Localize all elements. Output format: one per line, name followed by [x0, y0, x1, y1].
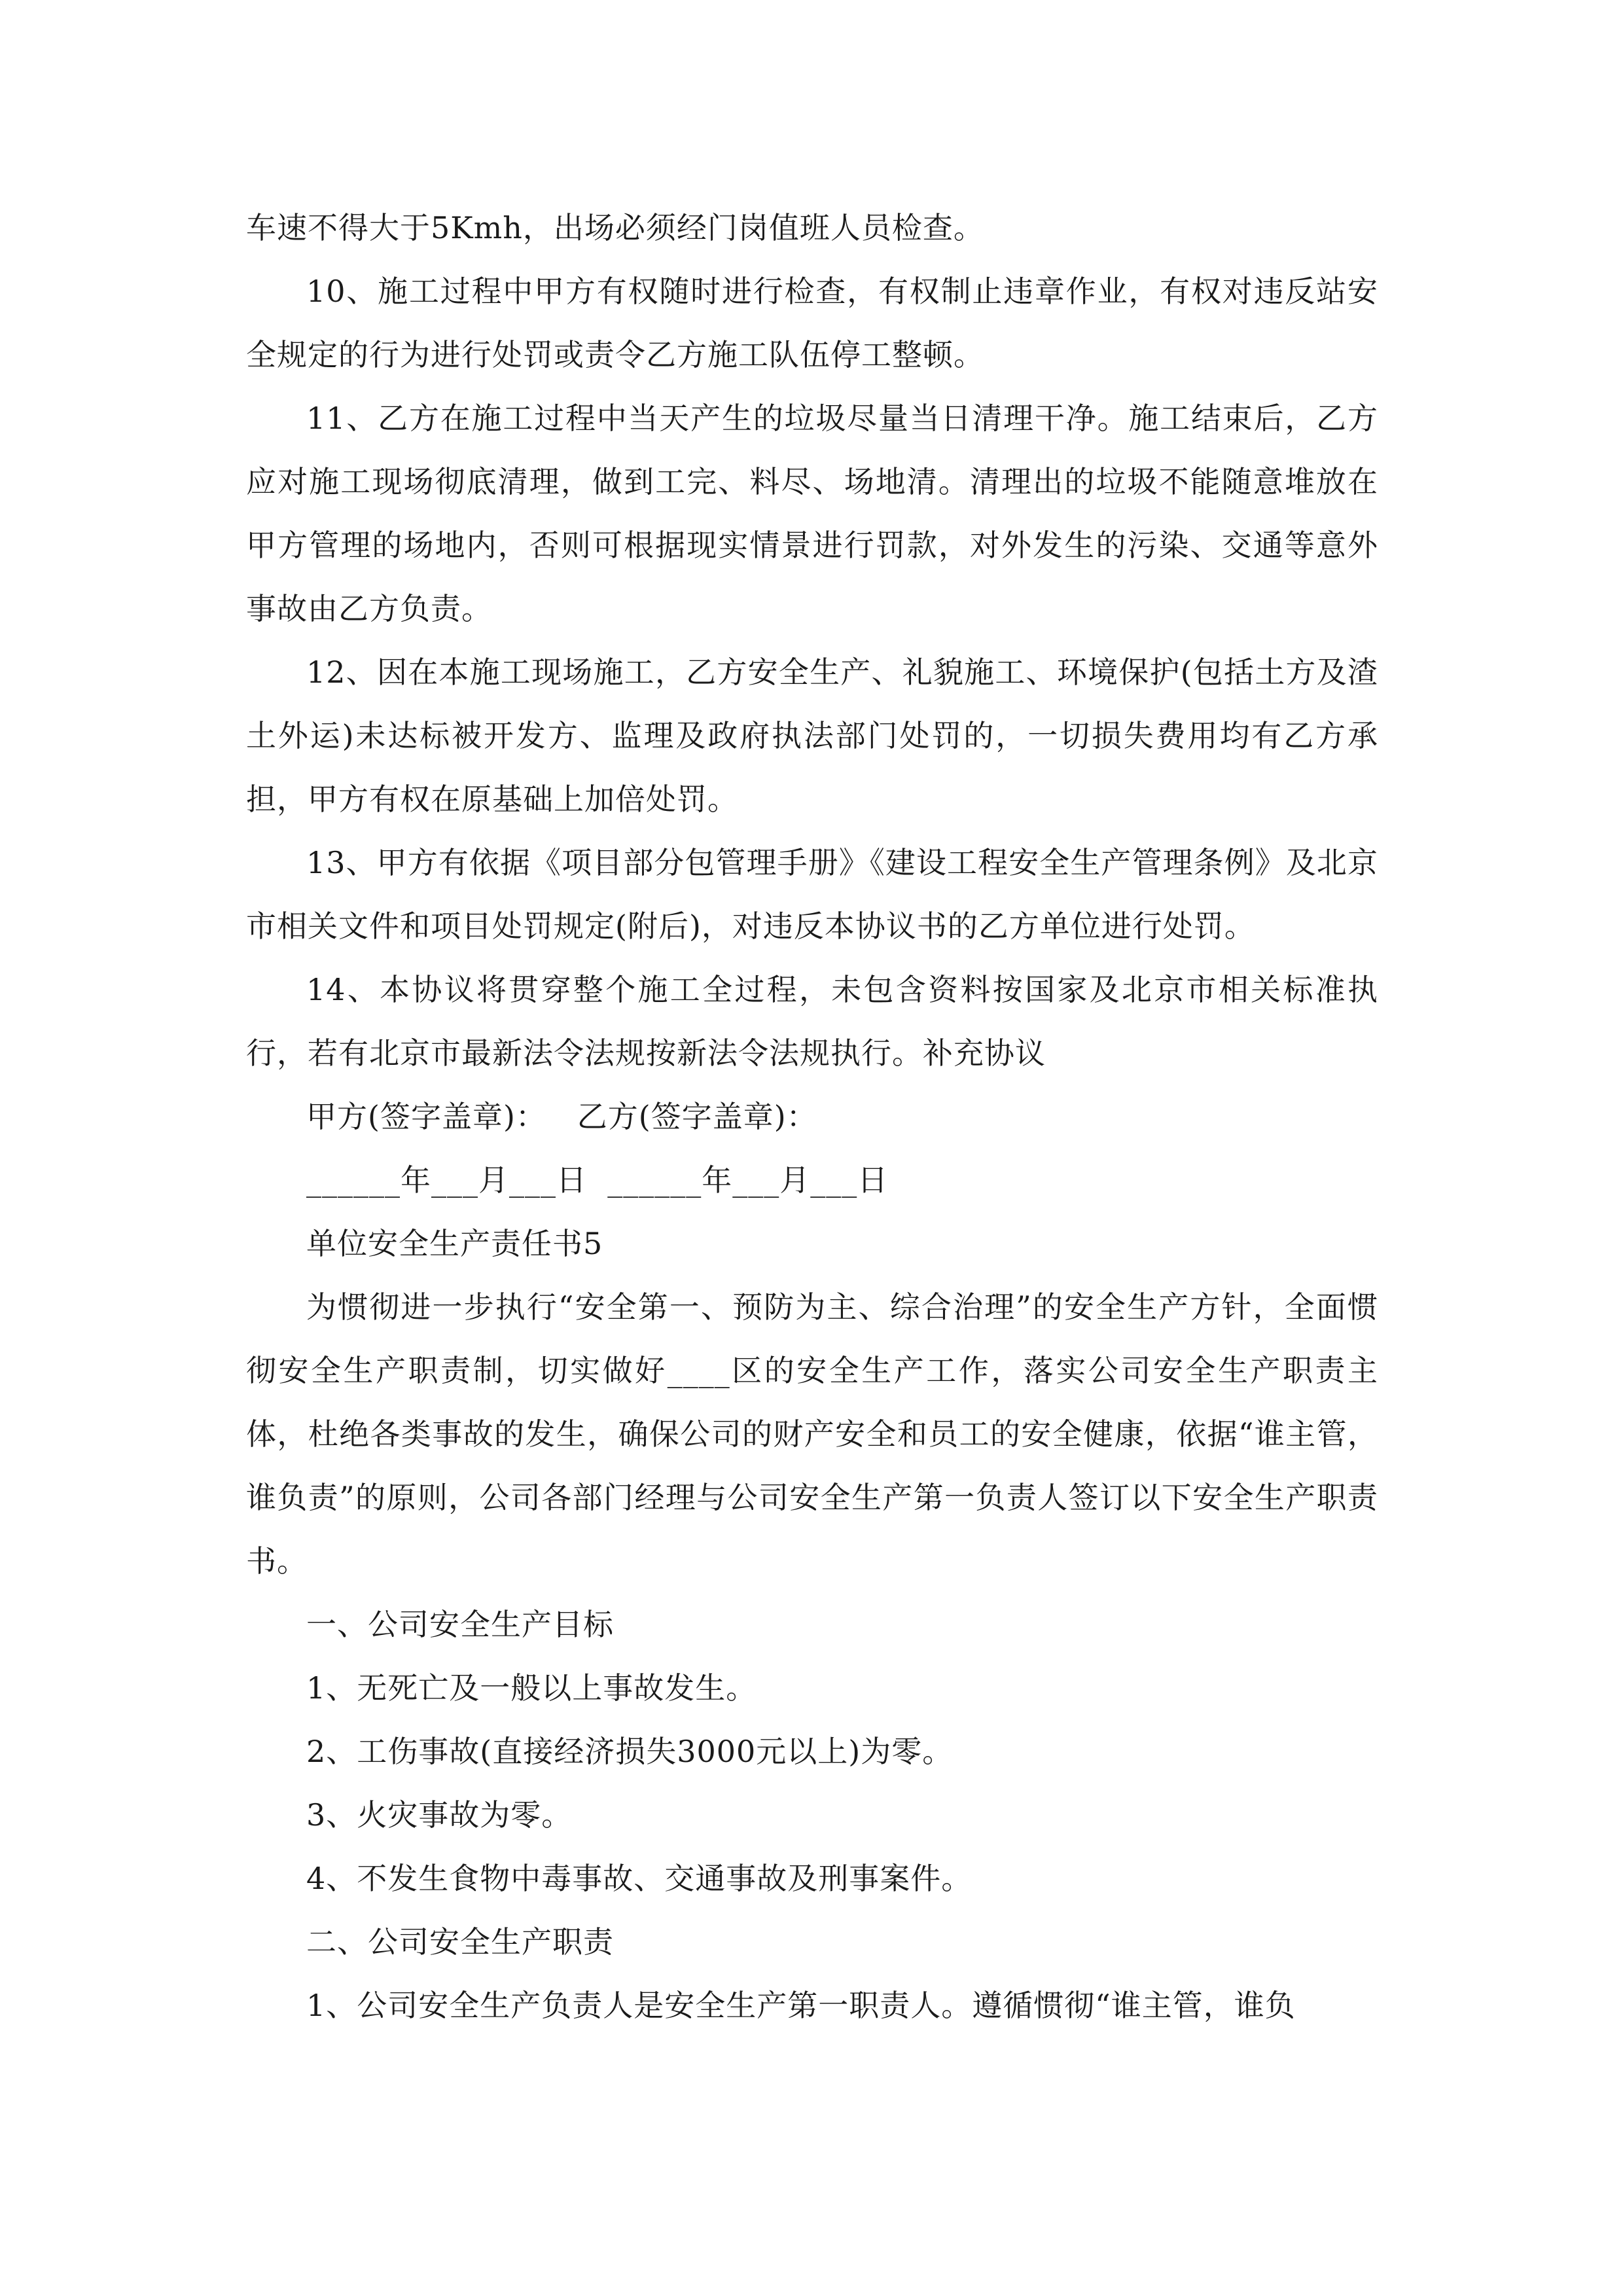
heading-safety-goals: 一、公司安全生产目标 [306, 1607, 614, 1642]
signature-line [246, 1085, 1378, 1149]
paragraph-item-13: 13、甲方有依据《项目部分包管理手册》《建设工程安全生产管理条例》及北京市相关文件和项目处罚规定(附后)，对违反本协议书的乙方单位进行处罚。 [246, 845, 1378, 944]
section-intro-paragraph: 为惯彻进一步执行“安全第一、预防为主、综合治理”的安全生产方针，全面惯彻安全生产职责制，切实做好____区的安全生产工作，落实公司安全生产职责主体，杜绝各类事故的发生，确保公司的财产安全和员工的安全健康，依据“谁主管，谁负责”的原则，公司各部门经理与公司安全生产第一负责人签订以下安全生产职责书。 [246, 1289, 1378, 1579]
goal-item-3: 3、火灾事故为零。 [306, 1797, 573, 1833]
paragraph-item-14: 14、本协议将贯穿整个施工全过程，未包含资料按国家及北京市相关标准执行，若有北京市最新法令法规按新法令法规执行。补充协议 [246, 972, 1378, 1071]
paragraph-continuation: 车速不得大于5Kmh，出场必须经门岗值班人员检查。 [246, 210, 984, 245]
goal-item-4: 4、不发生食物中毒事故、交通事故及刑事案件。 [306, 1861, 972, 1896]
party-a-signature-label: 甲方(签字盖章)： [306, 1099, 546, 1134]
date-line: ______年___月___日 ______年___月___日 [306, 1162, 889, 1198]
party-b-signature-label: 乙方(签字盖章)： [577, 1099, 817, 1134]
paragraph-item-12: 12、因在本施工现场施工，乙方安全生产、礼貌施工、环境保护(包括土方及渣土外运)未达标被开发方、监理及政府执法部门处罚的，一切损失费用均有乙方承担，甲方有权在原基础上加倍处罚。 [246, 655, 1378, 817]
duty-item-1: 1、公司安全生产负责人是安全生产第一职责人。遵循惯彻“谁主管，谁负 [306, 1988, 1296, 2023]
paragraph-item-11: 11、乙方在施工过程中当天产生的垃圾尽量当日清理干净。施工结束后，乙方应对施工现场彻底清理，做到工完、料尽、场地清。清理出的垃圾不能随意堆放在甲方管理的场地内，否则可根据现实情景进行罚款，对外发生的污染、交通等意外事故由乙方负责。 [246, 401, 1378, 626]
paragraph-item-10: 10、施工过程中甲方有权随时进行检查，有权制止违章作业，有权对违反站安全规定的行为进行处罚或责令乙方施工队伍停工整顿。 [246, 274, 1378, 372]
document-body [246, 196, 1378, 2037]
section-title: 单位安全生产责任书5 [306, 1226, 603, 1261]
goal-item-2: 2、工伤事故(直接经济损失3000元以上)为零。 [306, 1734, 954, 1769]
heading-safety-duties: 二、公司安全生产职责 [306, 1924, 614, 1960]
goal-item-1: 1、无死亡及一般以上事故发生。 [306, 1670, 757, 1706]
